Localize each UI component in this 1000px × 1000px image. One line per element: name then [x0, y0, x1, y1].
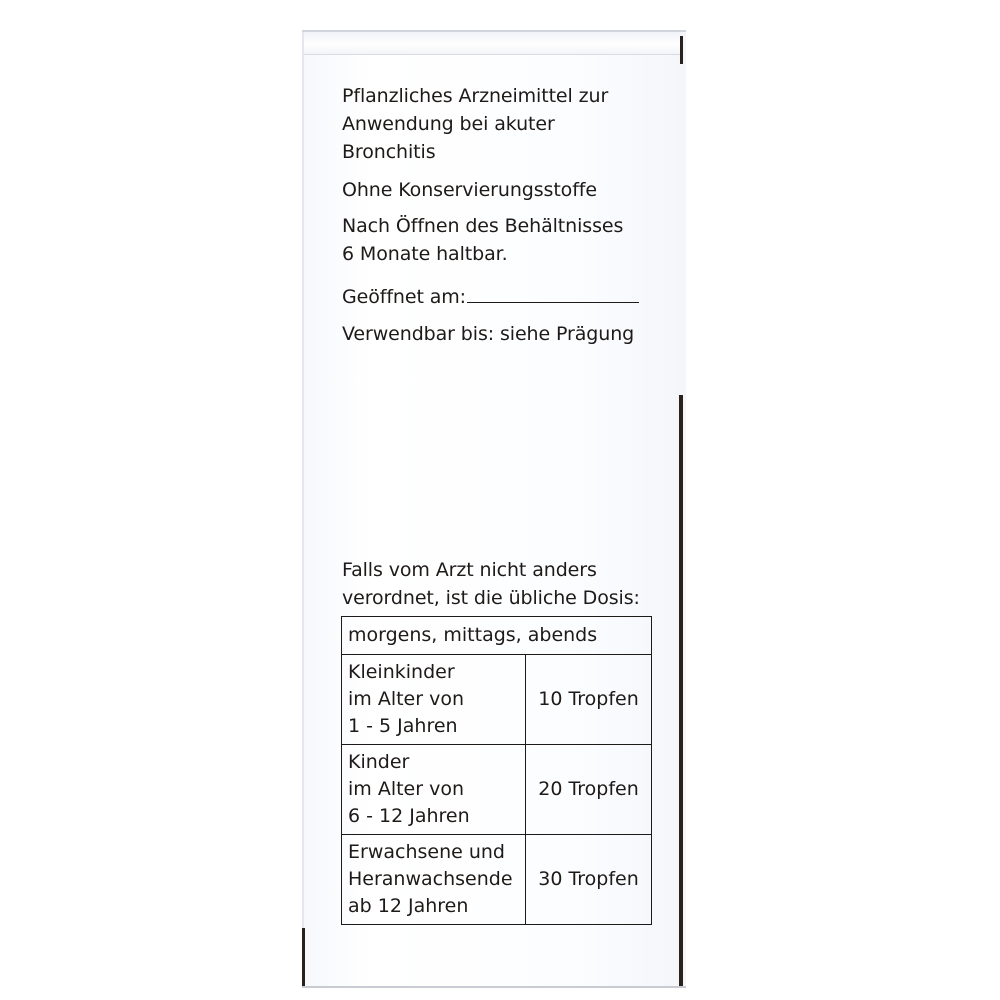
opened-on-write-line: [467, 282, 639, 303]
dose-amount-cell: 20 Tropfen: [526, 745, 652, 835]
dosage-table-row: [342, 655, 652, 745]
age-group-line: Heranwachsende: [348, 868, 513, 890]
age-group-line: Kinder: [348, 751, 410, 773]
dosage-intro: [342, 556, 662, 612]
shelf-life-after-opening: [342, 212, 662, 268]
dosage-table-row: [342, 745, 652, 835]
package-left-edge: [302, 32, 304, 987]
opened-on-label: Geöffnet am:: [342, 286, 466, 308]
indication-line: Bronchitis: [342, 141, 436, 163]
package-left-edge-bottom: [302, 928, 305, 988]
age-group-cell: [342, 745, 526, 835]
age-group-line: Erwachsene und: [348, 841, 505, 863]
expiry-note: Verwendbar bis: siehe Prägung: [342, 323, 635, 345]
age-group-line: 1 - 5 Jahren: [348, 715, 458, 737]
dose-amount-cell: 30 Tropfen: [526, 835, 652, 925]
dosage-table-header-row: [342, 617, 652, 655]
package-right-edge-top: [680, 36, 683, 64]
package-lid-flap: [302, 30, 682, 55]
age-group-cell: [342, 655, 526, 745]
dosage-table-row: [342, 835, 652, 925]
dose-amount-cell: 10 Tropfen: [526, 655, 652, 745]
age-group-line: Kleinkinder: [348, 661, 455, 683]
indication-line: Pflanzliches Arzneimittel zur: [342, 85, 609, 107]
shelf-life-line: 6 Monate haltbar.: [342, 243, 508, 265]
dosage-table: [341, 616, 652, 925]
package-top-edge: [302, 30, 686, 32]
dosage-intro-line: verordnet, ist die übliche Dosis:: [342, 587, 640, 609]
age-group-cell: [342, 835, 526, 925]
dosage-intro-line: Falls vom Arzt nicht anders: [342, 559, 597, 581]
package-right-edge: [679, 395, 683, 988]
package-bottom-edge: [302, 986, 686, 988]
preservative-note: Ohne Konservierungsstoffe: [342, 179, 597, 201]
indication-line: Anwendung bei akuter: [342, 113, 555, 135]
age-group-line: im Alter von: [348, 778, 465, 800]
shelf-life-line: Nach Öffnen des Behältnisses: [342, 215, 624, 237]
age-group-line: ab 12 Jahren: [348, 895, 469, 917]
dosage-table-header: morgens, mittags, abends: [342, 617, 652, 655]
age-group-line: im Alter von: [348, 688, 465, 710]
opened-on-field: [342, 282, 639, 311]
age-group-line: 6 - 12 Jahren: [348, 805, 470, 827]
indication-text: [342, 82, 662, 166]
